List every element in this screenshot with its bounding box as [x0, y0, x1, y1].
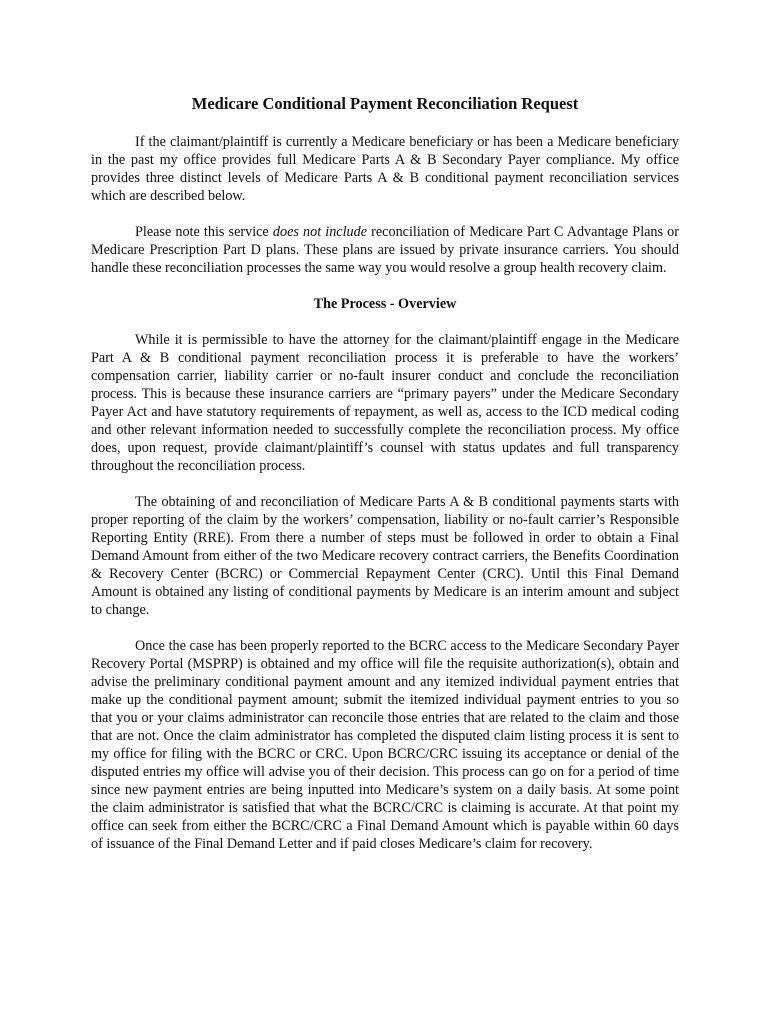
exclusions-text-end: reconciliation of Medicare Part C Advantage Plans or Medicare Prescription Part D plans. These plans are issued by private insurance carriers. You should handle these reconciliation processes the same way you would resolve a group health recovery claim.: [91, 224, 679, 276]
paragraph-msprp-process: Once the case has been properly reported to the BCRC access to the Medicare Secondary Payer Recovery Portal (MSPRP) is obtained and my office will file the requisite authorization(s), obtain and advise the preliminary conditional payment amount and any itemized individual payment entries that make up the conditional payment amount; submit the itemized individual payment entries to you so that you or your claims administrator can reconcile those entries that are related to the claim and those that are not. Once the claim administrator has completed the disputed claim listing process it is sent to my office for filing with the BCRC or CRC. Upon BCRC/CRC issuing its acceptance or denial of the disputed entries my office will advise you of their decision. This process can go on for a period of time since new payment entries are being inputted into Medicare’s system on a daily basis. At some point the claim administrator is satisfied that what the BCRC/CRC is claiming is accurate. At that point my office can seek from either the BCRC/CRC a Final Demand Amount which is payable within 60 days of issuance of the Final Demand Letter and if paid closes Medicare’s claim for recovery.: [91, 638, 679, 852]
exclusions-text-start: Please note this service: [135, 224, 273, 240]
paragraph-final-demand: The obtaining of and reconciliation of Medicare Parts A & B conditional payments starts with proper reporting of the claim by the workers’ compensation, liability or no-fault carrier’s Responsible Reporting Entity (RRE). From there a number of steps must be followed in order to obtain a Final Demand Amount from either of the two Medicare recovery contract carriers, the Benefits Coordination & Recovery Center (BCRC) or Commercial Repayment Center (CRC). Until this Final Demand Amount is obtained any listing of conditional payments by Medicare is an interim amount and subject to change.: [91, 494, 679, 618]
document-page: [91, 94, 679, 871]
page-title: Medicare Conditional Payment Reconciliation Request: [191, 94, 579, 113]
section-heading-process-overview: The Process - Overview: [313, 296, 457, 312]
paragraph-process-preference: While it is permissible to have the attorney for the claimant/plaintiff engage in the Medicare Part A & B conditional payment reconciliation process it is preferable to have the workers’ compensation carrier, liability carrier or no-fault insurer conduct and conclude the reconciliation process. This is because these insurance carriers are “primary payers” under the Medicare Secondary Payer Act and have statutory requirements of repayment, as well as, access to the ICD medical coding and other relevant information needed to successfully complete the reconciliation process. My office does, upon request, provide claimant/plaintiff’s counsel with status updates and full transparency throughout the reconciliation process.: [91, 332, 679, 474]
paragraph-exclusions: [91, 223, 679, 277]
paragraph-compliance-intro: If the claimant/plaintiff is currently a Medicare beneficiary or has been a Medicare beneficiary in the past my office provides full Medicare Parts A & B Secondary Payer compliance. My office provides three distinct levels of Medicare Parts A & B conditional payment reconciliation services which are described below.: [91, 134, 679, 204]
exclusions-emphasis: does not include: [272, 224, 368, 240]
